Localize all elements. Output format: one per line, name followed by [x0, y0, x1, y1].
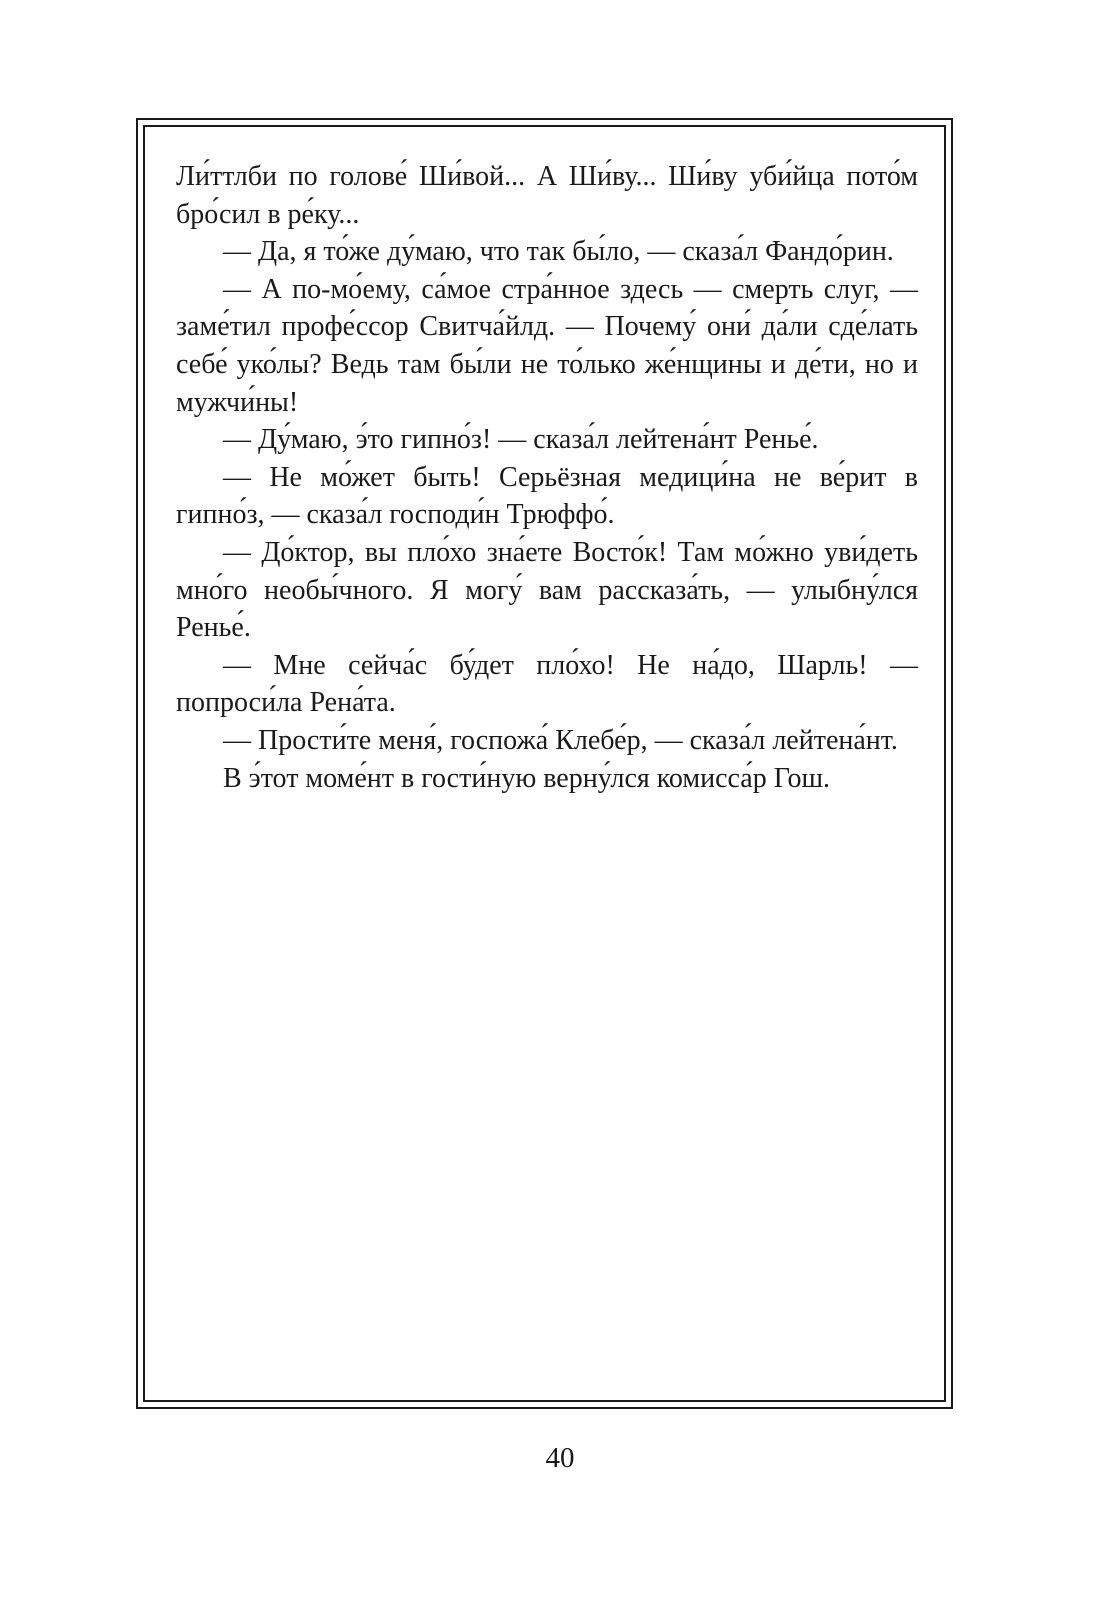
paragraph: — Не мо́жет быть! Серьёзная медици́на не ве́рит в гипно́з, — сказа́л господи́н Трюффо́. — [176, 461, 918, 531]
page-number: 40 — [545, 1442, 575, 1474]
paragraph: — До́ктор, вы пло́хо зна́ете Восто́к! Там мо́жно уви́деть мно́го необы́чного. Я могу́ вам рассказа́ть, — улыбну́лся Ренье́. — [176, 536, 918, 644]
body-text — [176, 158, 918, 797]
paragraph: — Прости́те меня́, госпожа́ Клебе́р, — сказа́л лейтена́нт. — [223, 724, 898, 756]
paragraph: — Ду́маю, э́то гипно́з! — сказа́л лейтена́нт Ренье́. — [223, 424, 819, 456]
paragraph: — А по-мо́ему, са́мое стра́нное здесь — смерть слуг, — заме́тил профе́ссор Свитча́йлд. — Почему́ они́ да́ли сде́лать себе́ уко́лы? Ведь там бы́ли не то́лько же́нщины и де́ти, но и мужчи́ны! — [176, 273, 918, 418]
paragraph: Ли́ттлби по голове́ Ши́вой... А Ши́ву... Ши́ву уби́йца пото́м бро́сил в ре́ку... — [176, 161, 918, 230]
paragraph: — Мне сейча́с бу́дет пло́хо! Не на́до, Шарль! — попроси́ла Рена́та. — [176, 649, 918, 719]
paragraph: В э́тот моме́нт в гости́ную верну́лся комисса́р Гош. — [223, 762, 831, 794]
paragraph: — Да, я то́же ду́маю, что так бы́ло, — сказа́л Фандо́рин. — [223, 236, 894, 268]
